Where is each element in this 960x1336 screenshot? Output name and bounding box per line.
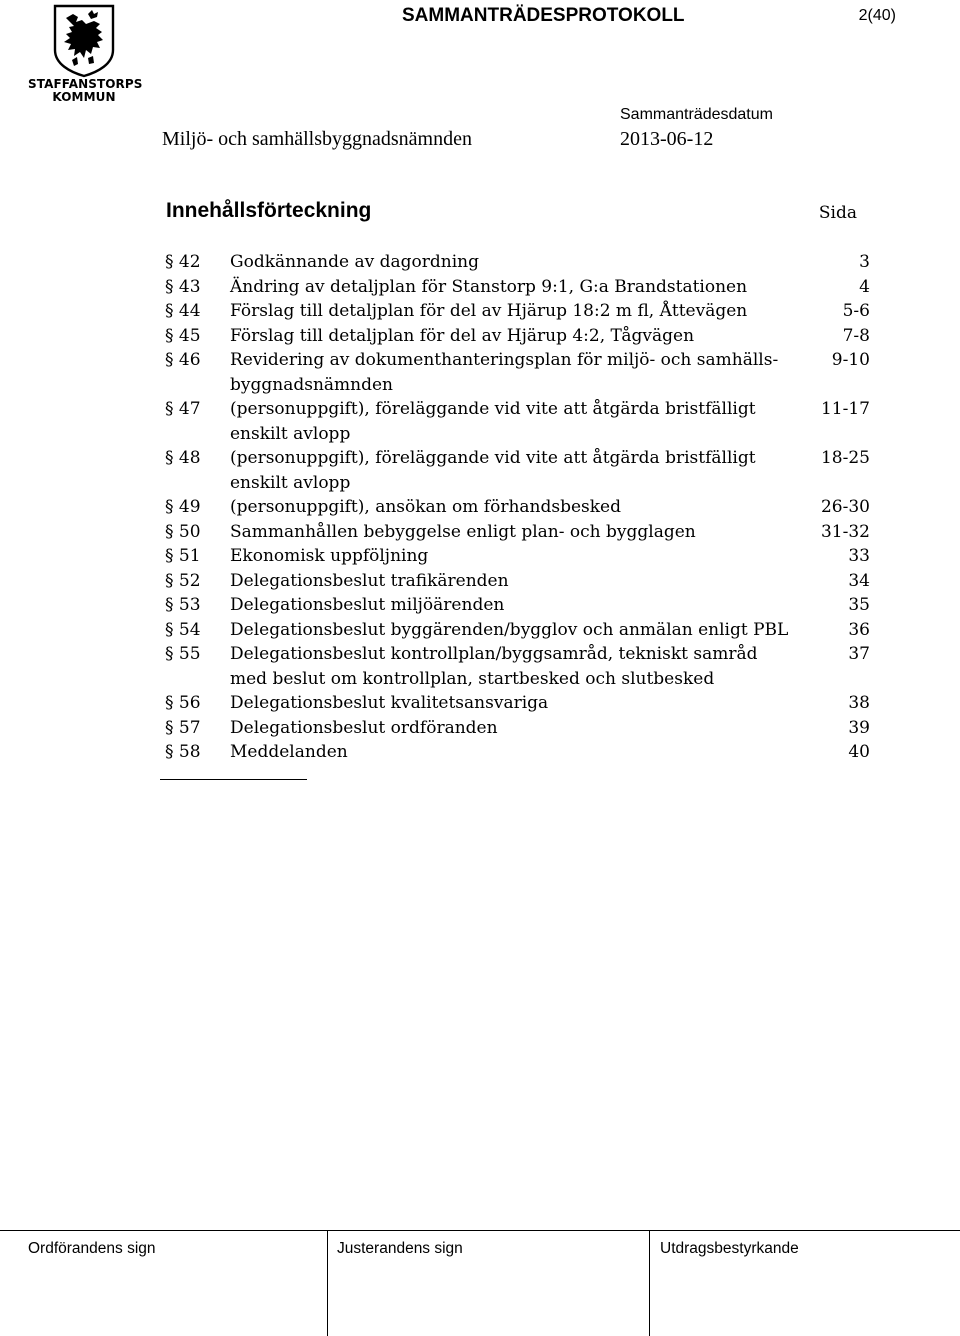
toc-entry-number: § 52 <box>165 570 201 591</box>
toc-entry <box>165 520 870 545</box>
toc-entry <box>165 495 870 520</box>
signature-divider <box>327 1231 328 1336</box>
toc-entry-number: § 55 <box>165 644 201 664</box>
toc-entry-number: § 44 <box>165 301 201 321</box>
toc-entry <box>165 569 870 594</box>
toc-entry-title: Delegationsbeslut kontrollplan/byggsamråd, tekniskt samråd med beslut om kontrollplan, startbesked och slutbesked <box>230 644 758 689</box>
toc-entry-number: § 45 <box>165 325 201 346</box>
footnote-rule <box>160 779 307 780</box>
toc-entry-page: 33 <box>848 546 870 566</box>
toc-entry-title: Förslag till detaljplan för del av Hjärup 4:2, Tågvägen <box>230 325 695 346</box>
meeting-date-value: 2013-06-12 <box>620 128 714 150</box>
adjuster-signature-label: Justerandens sign <box>337 1240 463 1257</box>
toc-entry-page: 35 <box>848 595 870 615</box>
toc-entry-page: 36 <box>848 619 870 640</box>
document-title: SAMMANTRÄDESPROTOKOLL <box>402 5 685 26</box>
chair-signature-label: Ordförandens sign <box>28 1240 156 1257</box>
signature-rule <box>0 1230 960 1231</box>
toc-entry <box>165 324 870 349</box>
logo-text-line2: KOMMUN <box>52 90 116 104</box>
page-indicator: 2(40) <box>858 7 896 24</box>
toc-entry-page: 9-10 <box>831 350 870 370</box>
extract-certifier-label: Utdragsbestyrkande <box>660 1240 799 1257</box>
toc-entry-title: Delegationsbeslut ordföranden <box>230 717 498 738</box>
griffin-crest-icon <box>28 4 140 78</box>
toc-heading: Innehållsförteckning <box>166 199 372 222</box>
toc-entry-number: § 50 <box>165 521 201 542</box>
toc-entry-number: § 53 <box>165 595 201 615</box>
toc-entry-title: Delegationsbeslut trafikärenden <box>230 570 509 591</box>
toc-entry <box>165 691 870 716</box>
toc-entry <box>165 642 870 691</box>
toc-entry-page: 34 <box>848 570 870 591</box>
toc-list <box>165 250 870 765</box>
municipality-logo <box>28 4 143 104</box>
toc-entry-page: 11-17 <box>820 399 870 419</box>
toc-entry-title: (personuppgift), föreläggande vid vite att åtgärda bristfälligt enskilt avlopp <box>230 399 756 444</box>
toc-entry-title: Delegationsbeslut byggärenden/bygglov och anmälan enligt PBL <box>230 619 789 640</box>
toc-entry-page: 4 <box>859 276 870 297</box>
toc-entry-number: § 56 <box>165 693 201 713</box>
toc-entry <box>165 544 870 569</box>
toc-entry-number: § 49 <box>165 497 201 517</box>
toc-entry <box>165 250 870 275</box>
toc-entry-title: Godkännande av dagordning <box>230 252 479 272</box>
toc-entry-title: Förslag till detaljplan för del av Hjärup 18:2 m fl, Åttevägen <box>230 301 748 321</box>
toc-entry-title: Delegationsbeslut kvalitetsansvariga <box>230 693 549 713</box>
toc-entry-title: Delegationsbeslut miljöärenden <box>230 595 505 615</box>
toc-entry-number: § 43 <box>165 276 201 297</box>
toc-entry-page: 26-30 <box>820 497 870 517</box>
signature-divider <box>649 1231 650 1336</box>
toc-entry-page: 38 <box>848 693 870 713</box>
toc-entry-page: 18-25 <box>820 448 870 468</box>
toc-entry-title: Ekonomisk uppföljning <box>230 546 429 566</box>
toc-entry-number: § 54 <box>165 619 201 640</box>
committee-name: Miljö- och samhällsbyggnadsnämnden <box>162 128 472 150</box>
toc-entry <box>165 275 870 300</box>
toc-entry-title: Revidering av dokumenthanteringsplan för miljö- och samhälls-byggnadsnämnden <box>230 350 779 395</box>
toc-entry-number: § 47 <box>165 399 201 419</box>
toc-entry-number: § 58 <box>165 742 201 762</box>
toc-entry-title: (personuppgift), ansökan om förhandsbesked <box>230 497 621 517</box>
toc-page-column-label: Sida <box>818 203 857 223</box>
toc-entry <box>165 593 870 618</box>
toc-entry-title: Sammanhållen bebyggelse enligt plan- och bygglagen <box>230 521 696 542</box>
toc-entry <box>165 446 870 495</box>
toc-entry <box>165 348 870 397</box>
toc-entry-page: 5-6 <box>842 301 870 321</box>
toc-entry <box>165 299 870 324</box>
toc-entry <box>165 397 870 446</box>
toc-entry-page: 7-8 <box>842 325 870 346</box>
toc-entry-title: (personuppgift), föreläggande vid vite att åtgärda bristfälligt enskilt avlopp <box>230 448 756 493</box>
toc-entry-page: 40 <box>848 742 870 762</box>
toc-entry-page: 39 <box>848 717 870 738</box>
toc-entry-number: § 42 <box>165 252 201 272</box>
toc-entry-number: § 48 <box>165 448 201 468</box>
toc-entry-page: 37 <box>848 644 870 664</box>
toc-entry <box>165 740 870 765</box>
toc-entry-number: § 51 <box>165 546 201 566</box>
meeting-date-label: Sammanträdesdatum <box>620 106 773 123</box>
toc-entry-number: § 57 <box>165 717 201 738</box>
toc-entry-title: Ändring av detaljplan för Stanstorp 9:1, G:a Brandstationen <box>230 276 748 297</box>
toc-entry-title: Meddelanden <box>230 742 348 762</box>
logo-text-line1: STAFFANSTORPS <box>28 77 143 91</box>
toc-entry-page: 31-32 <box>820 521 870 542</box>
toc-entry <box>165 618 870 643</box>
toc-entry-number: § 46 <box>165 350 201 370</box>
toc-entry <box>165 716 870 741</box>
toc-entry-page: 3 <box>859 252 870 272</box>
